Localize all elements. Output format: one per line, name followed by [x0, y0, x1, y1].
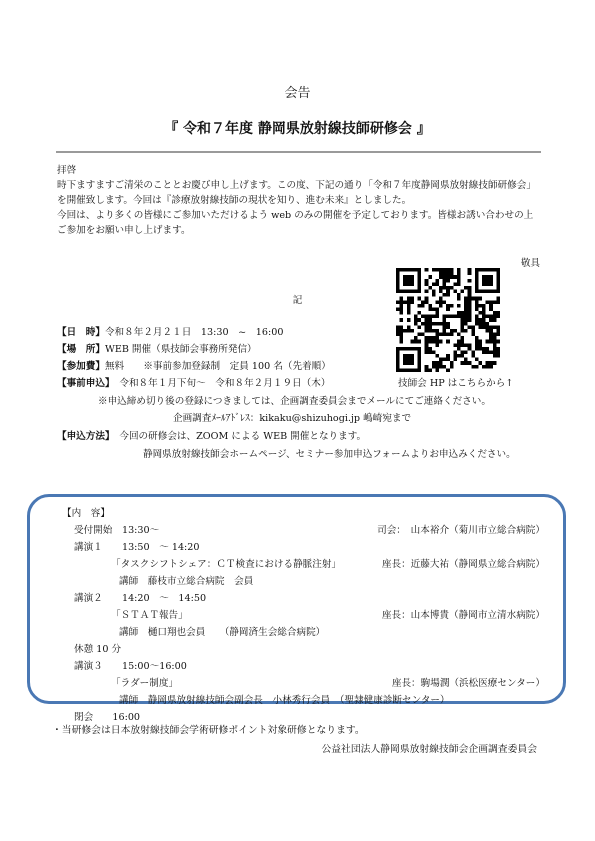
fee-row — [57, 358, 331, 375]
method-label: 【申込方法】 — [57, 431, 110, 442]
date-row — [57, 324, 283, 341]
salutation: 拝啓 — [57, 165, 77, 176]
lecture-2-speaker: 講師 樋口翔也会員 （静岡済生会総合病院） — [119, 627, 326, 638]
apply-value: 令和８年１月下旬～ 令和８年２月１９日（木） — [109, 378, 331, 389]
qr-code[interactable] — [396, 268, 500, 372]
qr-caption: 技師会 HP はこちらから↑ — [398, 378, 514, 389]
apply-note: ※申込締め切り後の登録につきましては、企画調査委員会までメールにてご連絡ください。 — [98, 396, 491, 407]
mc-info: 司会： 山本裕介（菊川市立総合病院） — [377, 525, 545, 536]
lecture-2-time: 講演２ 14:20 ～ 14:50 — [74, 593, 207, 604]
fee-value: 無料 ※事前参加登録制 定員 100 名（先着順） — [104, 361, 331, 372]
break-time: 休憩 10 分 — [74, 644, 122, 655]
date-label: 【日 時】 — [57, 327, 105, 338]
lecture-2-title: 「ＳＴＡＴ報告」 — [111, 610, 188, 621]
lecture-3-time: 講演３ 15:00～16:00 — [74, 661, 187, 672]
lecture-1-title: 「タスクシフトシェア：ＣＴ検査における静脈注射」 — [111, 559, 342, 570]
lecture-3-title: 「ラダー制度」 — [111, 678, 179, 689]
apply-label: 【事前申込】 — [57, 378, 110, 389]
place-label: 【場 所】 — [57, 344, 105, 355]
method-note: 静岡県放射線技師会ホームページ、セミナー参加申込フォームよりお申込みください。 — [143, 449, 516, 460]
fee-label: 【参加費】 — [57, 361, 105, 372]
greeting-paragraph-2: 今回は、より多くの皆様にご参加いただけるよう web のみの開催を予定しております。皆様お誘い合わせの上ご参加をお願い申し上げます。 — [57, 210, 534, 236]
program-heading: 【内 容】 — [62, 508, 110, 519]
lecture-1-speaker: 講師 藤枝市立総合病院 会員 — [119, 576, 254, 587]
place-value: WEB 開催（県技師会事務所発信） — [104, 344, 257, 355]
lecture-3-speaker: 講師 静岡県放射線技師会副会長 小林秀行会員 （聖隷健康診断センター） — [119, 695, 450, 706]
points-note: ・当研修会は日本放射線技師会学術研修ポイント対象研修となります。 — [52, 725, 365, 736]
date-value: 令和８年２月２１日 13:30 ~ 16:00 — [104, 327, 284, 338]
reception-time: 受付開始 13:30～ — [74, 525, 160, 536]
apply-row — [57, 375, 330, 392]
contact-line: 企画調査ﾒｰﾙｱﾄﾞﾚｽ：kikaku@shizuhogi.jp 嶋崎宛まで — [173, 413, 412, 424]
place-row — [57, 341, 257, 358]
lecture-3-chair: 座長：駒場潤（浜松医療センター） — [391, 678, 545, 689]
document-title: 『 令和７年度 静岡県放射線技師研修会 』 — [164, 121, 431, 137]
method-row — [57, 428, 366, 445]
greeting-section — [57, 163, 542, 238]
title-divider — [56, 151, 541, 153]
notice-heading: 会告 — [284, 86, 311, 101]
closing-word: 敬具 — [520, 258, 540, 269]
lecture-1-chair: 座長：近藤大祐（静岡県立総合病院） — [381, 559, 545, 570]
lecture-1-time: 講演１ 13:50 ～ 14:20 — [74, 542, 200, 553]
greeting-paragraph-1: 時下ますますご清栄のこととお慶び申し上げます。この度、下記の通り「令和７年度静岡県放射線技師研修会」 を開催致します。今回は『診療放射線技師の現状を知り、進む未来』としました。 — [57, 180, 536, 206]
lecture-2-chair: 座長：山本博貴（静岡市立清水病院） — [381, 610, 545, 621]
organization-name: 公益社団法人静岡県放射線技師会企画調査委員会 — [321, 744, 537, 755]
ki-heading: 記 — [292, 295, 303, 306]
closing-time: 閉会 16:00 — [74, 712, 141, 723]
method-value: 今回の研修会は、ZOOM による WEB 開催となります。 — [109, 431, 367, 442]
